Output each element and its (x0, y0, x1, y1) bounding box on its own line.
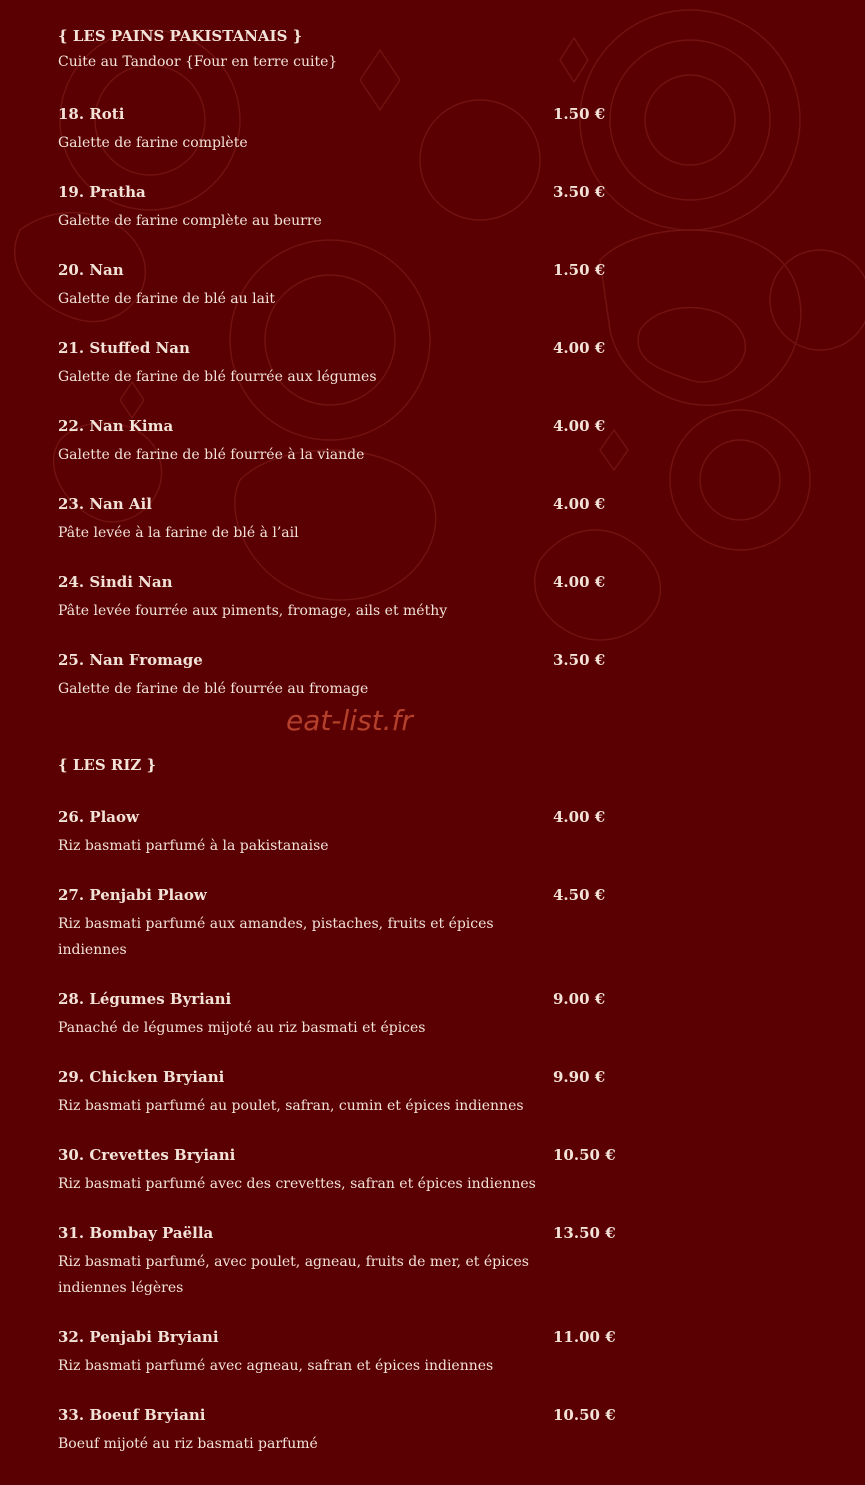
item-price: 3.50 € (553, 183, 606, 201)
item-name: 22. Nan Kima (58, 417, 174, 435)
item-description: Pâte levée à la farine de blé à l’ail (58, 525, 299, 541)
item-description: Riz basmati parfumé aux amandes, pistaches, fruits et épices indiennes (58, 916, 494, 958)
item-price: 4.00 € (553, 339, 606, 357)
item-description: Riz basmati parfumé au poulet, safran, cumin et épices indiennes (58, 1098, 524, 1114)
item-price: 4.00 € (553, 573, 606, 591)
item-description: Boeuf mijoté au riz basmati parfumé (58, 1436, 318, 1452)
item-name: 31. Bombay Paëlla (58, 1224, 214, 1242)
item-name: 21. Stuffed Nan (58, 339, 190, 357)
item-price: 10.50 € (553, 1406, 616, 1424)
item-name: 28. Légumes Byriani (58, 990, 232, 1008)
item-name: 33. Boeuf Bryiani (58, 1406, 206, 1424)
item-description: Galette de farine de blé fourrée au fromage (58, 681, 369, 697)
item-price: 1.50 € (553, 261, 606, 279)
item-description: Galette de farine de blé fourrée aux légumes (58, 369, 377, 385)
item-description: Galette de farine complète (58, 135, 248, 151)
item-price: 4.00 € (553, 495, 606, 513)
item-name: 20. Nan (58, 261, 124, 279)
item-description: Galette de farine de blé fourrée à la viande (58, 447, 365, 463)
item-name: 32. Penjabi Bryiani (58, 1328, 219, 1346)
item-price: 4.50 € (553, 886, 606, 904)
item-price: 9.90 € (553, 1068, 606, 1086)
item-description: Pâte levée fourrée aux piments, fromage, ails et méthy (58, 603, 448, 619)
item-price: 4.00 € (553, 808, 606, 826)
item-price: 9.00 € (553, 990, 606, 1008)
item-name: 30. Crevettes Bryiani (58, 1146, 236, 1164)
item-name: 19. Pratha (58, 183, 146, 201)
item-name: 27. Penjabi Plaow (58, 886, 207, 904)
item-description: Riz basmati parfumé, avec poulet, agneau, fruits de mer, et épices indiennes légères (58, 1254, 529, 1296)
item-name: 29. Chicken Bryiani (58, 1068, 225, 1086)
item-description: Riz basmati parfumé avec agneau, safran et épices indiennes (58, 1358, 494, 1374)
item-price: 11.00 € (553, 1328, 616, 1346)
section-title-breads: { LES PAINS PAKISTANAIS } (58, 27, 303, 45)
section-title-rice: { LES RIZ } (58, 756, 157, 774)
item-description: Galette de farine de blé au lait (58, 291, 276, 307)
item-price: 10.50 € (553, 1146, 616, 1164)
item-name: 26. Plaow (58, 808, 139, 826)
item-price: 13.50 € (553, 1224, 616, 1242)
item-name: 24. Sindi Nan (58, 573, 173, 591)
item-name: 18. Roti (58, 105, 125, 123)
item-price: 1.50 € (553, 105, 606, 123)
section-subtitle-breads: Cuite au Tandoor {Four en terre cuite} (58, 54, 338, 70)
item-price: 3.50 € (553, 651, 606, 669)
item-description: Panaché de légumes mijoté au riz basmati et épices (58, 1020, 426, 1036)
item-description: Riz basmati parfumé avec des crevettes, safran et épices indiennes (58, 1176, 536, 1192)
watermark-text: eat-list.fr (286, 704, 413, 737)
item-description: Riz basmati parfumé à la pakistanaise (58, 838, 329, 854)
item-description: Galette de farine complète au beurre (58, 213, 322, 229)
item-name: 23. Nan Ail (58, 495, 152, 513)
item-name: 25. Nan Fromage (58, 651, 203, 669)
item-price: 4.00 € (553, 417, 606, 435)
